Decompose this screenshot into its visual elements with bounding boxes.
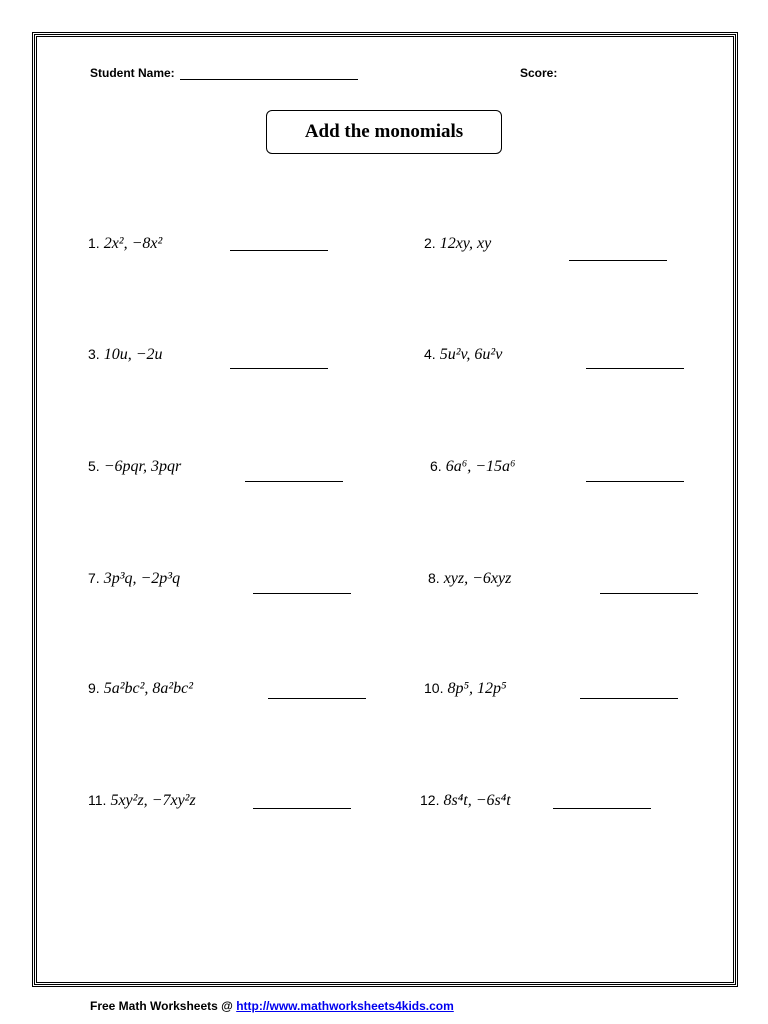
problem-number: 10. — [424, 680, 444, 696]
answer-line-12[interactable] — [553, 808, 651, 809]
problem-1 — [88, 235, 162, 253]
problem-2 — [424, 235, 491, 253]
problem-4 — [424, 346, 502, 364]
answer-line-5[interactable] — [245, 481, 343, 482]
answer-line-9[interactable] — [268, 698, 366, 699]
answer-line-3[interactable] — [230, 368, 328, 369]
problem-8 — [428, 570, 511, 588]
problem-number: 1. — [88, 235, 100, 251]
score-label: Score: — [520, 66, 558, 80]
problem-expression: 6a⁶, −15a⁶ — [445, 458, 516, 475]
problem-expression: 12xy, xy — [439, 235, 492, 252]
problem-number: 11. — [88, 792, 107, 808]
student-name-field[interactable] — [180, 79, 358, 80]
problem-number: 7. — [88, 570, 100, 586]
answer-line-1[interactable] — [230, 250, 328, 251]
problem-expression: 3p³q, −2p³q — [103, 570, 181, 587]
answer-line-7[interactable] — [253, 593, 351, 594]
worksheet-border-inner — [36, 36, 734, 983]
problem-number: 12. — [420, 792, 440, 808]
problem-number: 3. — [88, 346, 100, 362]
footer — [90, 999, 454, 1013]
problem-7 — [88, 570, 180, 588]
problem-expression: 5xy²z, −7xy²z — [110, 792, 196, 809]
problem-number: 2. — [424, 235, 436, 251]
worksheet-title: Add the monomials — [266, 110, 502, 154]
problem-expression: 5u²v, 6u²v — [439, 346, 503, 363]
answer-line-10[interactable] — [580, 698, 678, 699]
problem-expression: xyz, −6xyz — [443, 570, 512, 587]
problem-expression: 10u, −2u — [103, 346, 163, 363]
footer-link[interactable]: http://www.mathworksheets4kids.com — [236, 999, 454, 1013]
problem-number: 4. — [424, 346, 436, 362]
problem-12 — [420, 792, 511, 810]
problem-number: 8. — [428, 570, 440, 586]
problem-expression: 5a²bc², 8a²bc² — [103, 680, 194, 697]
problem-6 — [430, 458, 516, 476]
problem-number: 6. — [430, 458, 442, 474]
problem-expression: 8p⁵, 12p⁵ — [447, 680, 507, 697]
answer-line-2[interactable] — [569, 260, 667, 261]
problem-9 — [88, 680, 193, 698]
problem-number: 9. — [88, 680, 100, 696]
answer-line-6[interactable] — [586, 481, 684, 482]
problem-3 — [88, 346, 162, 364]
problem-11 — [88, 792, 196, 810]
problem-expression: 8s⁴t, −6s⁴t — [443, 792, 511, 809]
problem-expression: −6pqr, 3pqr — [103, 458, 182, 475]
problem-5 — [88, 458, 181, 476]
answer-line-11[interactable] — [253, 808, 351, 809]
answer-line-4[interactable] — [586, 368, 684, 369]
student-name-label: Student Name: — [90, 66, 175, 80]
footer-text: Free Math Worksheets @ — [90, 999, 237, 1013]
problem-number: 5. — [88, 458, 100, 474]
problem-10 — [424, 680, 507, 698]
problem-expression: 2x², −8x² — [103, 235, 163, 252]
answer-line-8[interactable] — [600, 593, 698, 594]
